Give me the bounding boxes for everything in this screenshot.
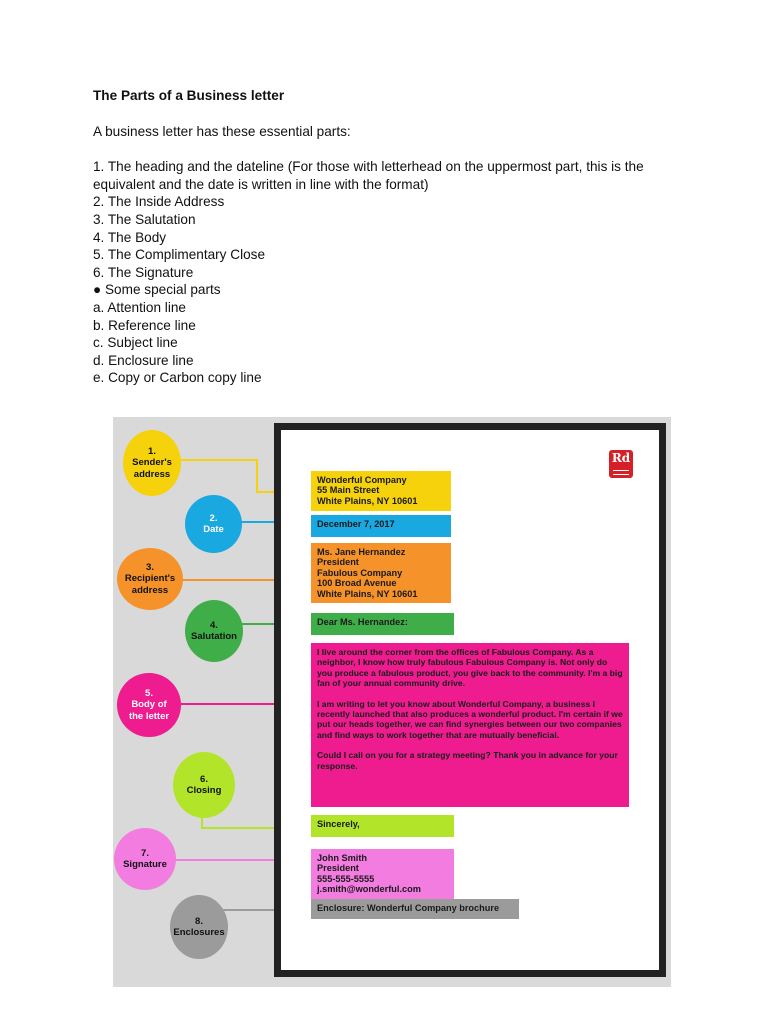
list-item: b. Reference line [93, 317, 196, 333]
letter-parts-infographic [113, 417, 671, 987]
list-item: a. Attention line [93, 299, 186, 315]
document-text [93, 87, 693, 387]
list-item: 2. The Inside Address [93, 194, 225, 210]
list-item: ● Some special parts [93, 282, 221, 298]
list-item: 1. The heading and the dateline (For those with letterhead on the uppermost part, this is the equivalent and the date is written in line with the format) [93, 159, 644, 192]
label-salutation: 4. Salutation [185, 600, 243, 662]
label-closing: 6. Closing [173, 752, 235, 818]
logo-stripe [613, 470, 629, 475]
body-box: I live around the corner from the offices of Fabulous Company. As a neighbor, I know how truly fabulous Fabulous Company is. Not only do you produce a fabulous product, you give back to the community. I'm a big fan of your annual community drive. I am writing to let you know about Wonderful Company, a business I recently launched that also produces a wonderful product. I'm certain if we put our heads together, we can find synergies between our two companies and find ways to work together that are mutually beneficial. Could I call on you for a strategy meeting? Thank you in advance for your response. [311, 643, 629, 807]
date-box: December 7, 2017 [311, 515, 451, 537]
document-intro: A business letter has these essential parts: [93, 123, 351, 139]
enclosure-box: Enclosure: Wonderful Company brochure [311, 899, 519, 919]
list-item: 5. The Complimentary Close [93, 247, 266, 263]
sender-address-box: Wonderful Company 55 Main Street White Plains, NY 10601 [311, 471, 451, 511]
closing-box: Sincerely, [311, 815, 454, 837]
label-recipients-address: 3. Recipient's address [117, 548, 183, 610]
parts-list [93, 158, 693, 387]
list-item: d. Enclosure line [93, 352, 194, 368]
list-item: 4. The Body [93, 229, 167, 245]
connector-sender [256, 459, 258, 493]
salutation-box: Dear Ms. Hernandez: [311, 613, 454, 635]
list-item: c. Subject line [93, 335, 178, 351]
label-date: 2. Date [185, 495, 242, 553]
recipient-address-box: Ms. Jane Hernandez President Fabulous Company 100 Broad Avenue White Plains, NY 10601 [311, 543, 451, 603]
signature-box: John Smith President 555-555-5555 j.smith@wonderful.com [311, 849, 454, 899]
label-senders-address: 1. Sender's address [123, 430, 181, 496]
rd-logo [609, 450, 633, 478]
logo-text: Rd [611, 451, 631, 465]
list-item: 6. The Signature [93, 264, 194, 280]
document-title: The Parts of a Business letter [93, 88, 285, 103]
label-enclosures: 8. Enclosures [170, 895, 228, 959]
list-item: 3. The Salutation [93, 211, 196, 227]
label-signature: 7. Signature [114, 828, 176, 890]
list-item: e. Copy or Carbon copy line [93, 370, 262, 386]
label-body-of-letter: 5. Body of the letter [117, 673, 181, 737]
connector-sender [178, 459, 258, 461]
